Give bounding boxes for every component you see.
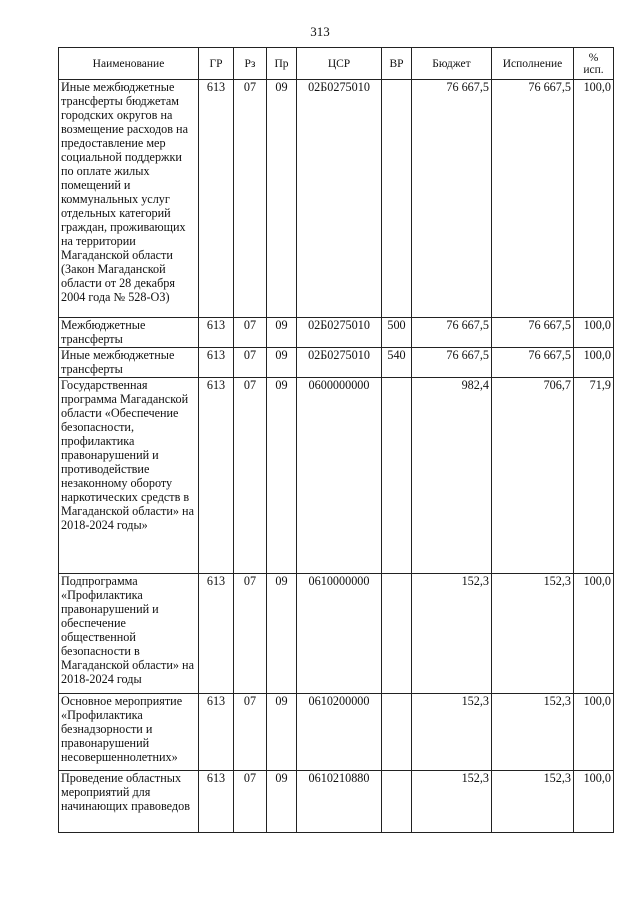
row-name: Иные межбюджетные трансферты бюджетам городских округов на возмещение расходов на предоставление мер социальной поддержки по оплате жилых помещений и коммунальных услуг отдельных категорий граждан, проживающих на территории Магаданской области (Закон Магаданской области от 28 декабря 2004 года № 528-ОЗ) — [59, 80, 199, 318]
header-gr: ГР — [199, 48, 234, 80]
row-gr: 613 — [199, 348, 234, 378]
row-pr: 09 — [267, 574, 297, 694]
row-gr: 613 — [199, 378, 234, 574]
row-rz: 07 — [234, 318, 267, 348]
row-budget: 76 667,5 — [412, 318, 492, 348]
row-rz: 07 — [234, 348, 267, 378]
row-gr: 613 — [199, 771, 234, 833]
row-execution: 706,7 — [492, 378, 574, 574]
row-budget: 982,4 — [412, 378, 492, 574]
row-name: Государственная программа Магаданской области «Обеспечение безопасности, профилактика правонарушений и противодействие незаконному обороту наркотических средств в Магаданской области» на 2018-2024 годы» — [59, 378, 199, 574]
row-execution: 152,3 — [492, 694, 574, 771]
row-execution: 76 667,5 — [492, 80, 574, 318]
row-pr: 09 — [267, 318, 297, 348]
header-pr: Пр — [267, 48, 297, 80]
row-execution: 76 667,5 — [492, 348, 574, 378]
row-name: Проведение областных мероприятий для начинающих правоведов — [59, 771, 199, 833]
row-vr: 540 — [382, 348, 412, 378]
row-gr: 613 — [199, 80, 234, 318]
row-gr: 613 — [199, 574, 234, 694]
row-name: Межбюджетные трансферты — [59, 318, 199, 348]
table-header-row — [59, 48, 614, 80]
row-csr: 0600000000 — [297, 378, 382, 574]
row-budget: 76 667,5 — [412, 348, 492, 378]
row-percent: 100,0 — [574, 771, 614, 833]
page-number: 313 — [310, 24, 330, 39]
row-vr — [382, 771, 412, 833]
table-row — [59, 378, 614, 574]
row-percent: 100,0 — [574, 80, 614, 318]
row-pr: 09 — [267, 378, 297, 574]
row-pr: 09 — [267, 771, 297, 833]
row-name: Иные межбюджетные трансферты — [59, 348, 199, 378]
row-gr: 613 — [199, 694, 234, 771]
row-vr: 500 — [382, 318, 412, 348]
row-vr — [382, 574, 412, 694]
row-execution: 76 667,5 — [492, 318, 574, 348]
row-budget: 152,3 — [412, 771, 492, 833]
row-vr — [382, 694, 412, 771]
header-percent — [574, 48, 614, 80]
table-row — [59, 348, 614, 378]
row-budget: 152,3 — [412, 694, 492, 771]
row-budget: 152,3 — [412, 574, 492, 694]
row-csr: 0610200000 — [297, 694, 382, 771]
row-percent: 100,0 — [574, 318, 614, 348]
row-percent: 100,0 — [574, 348, 614, 378]
row-percent: 100,0 — [574, 574, 614, 694]
header-name: Наименование — [59, 48, 199, 80]
row-execution: 152,3 — [492, 771, 574, 833]
row-pr: 09 — [267, 80, 297, 318]
row-percent: 71,9 — [574, 378, 614, 574]
table-row — [59, 694, 614, 771]
row-rz: 07 — [234, 771, 267, 833]
row-rz: 07 — [234, 80, 267, 318]
row-name: Подпрограмма «Профилактика правонарушений и обеспечение общественной безопасности в Магаданской области» на 2018-2024 годы — [59, 574, 199, 694]
row-csr: 02Б0275010 — [297, 318, 382, 348]
row-gr: 613 — [199, 318, 234, 348]
header-vr: ВР — [382, 48, 412, 80]
table-row — [59, 771, 614, 833]
budget-table — [58, 47, 614, 833]
row-csr: 02Б0275010 — [297, 348, 382, 378]
table-row — [59, 318, 614, 348]
header-budget: Бюджет — [412, 48, 492, 80]
row-budget: 76 667,5 — [412, 80, 492, 318]
header-execution: Исполнение — [492, 48, 574, 80]
row-pr: 09 — [267, 694, 297, 771]
row-pr: 09 — [267, 348, 297, 378]
row-csr: 0610210880 — [297, 771, 382, 833]
row-rz: 07 — [234, 378, 267, 574]
header-rz: Рз — [234, 48, 267, 80]
row-csr: 0610000000 — [297, 574, 382, 694]
table-row — [59, 574, 614, 694]
row-vr — [382, 378, 412, 574]
row-name: Основное мероприятие «Профилактика безнадзорности и правонарушений несовершеннолетних» — [59, 694, 199, 771]
row-execution: 152,3 — [492, 574, 574, 694]
header-percent-sign: % — [588, 51, 599, 64]
row-rz: 07 — [234, 574, 267, 694]
row-percent: 100,0 — [574, 694, 614, 771]
row-rz: 07 — [234, 694, 267, 771]
row-vr — [382, 80, 412, 318]
row-csr: 02Б0275010 — [297, 80, 382, 318]
header-percent-label: исп. — [583, 63, 604, 76]
header-csr: ЦСР — [297, 48, 382, 80]
table-row — [59, 80, 614, 318]
